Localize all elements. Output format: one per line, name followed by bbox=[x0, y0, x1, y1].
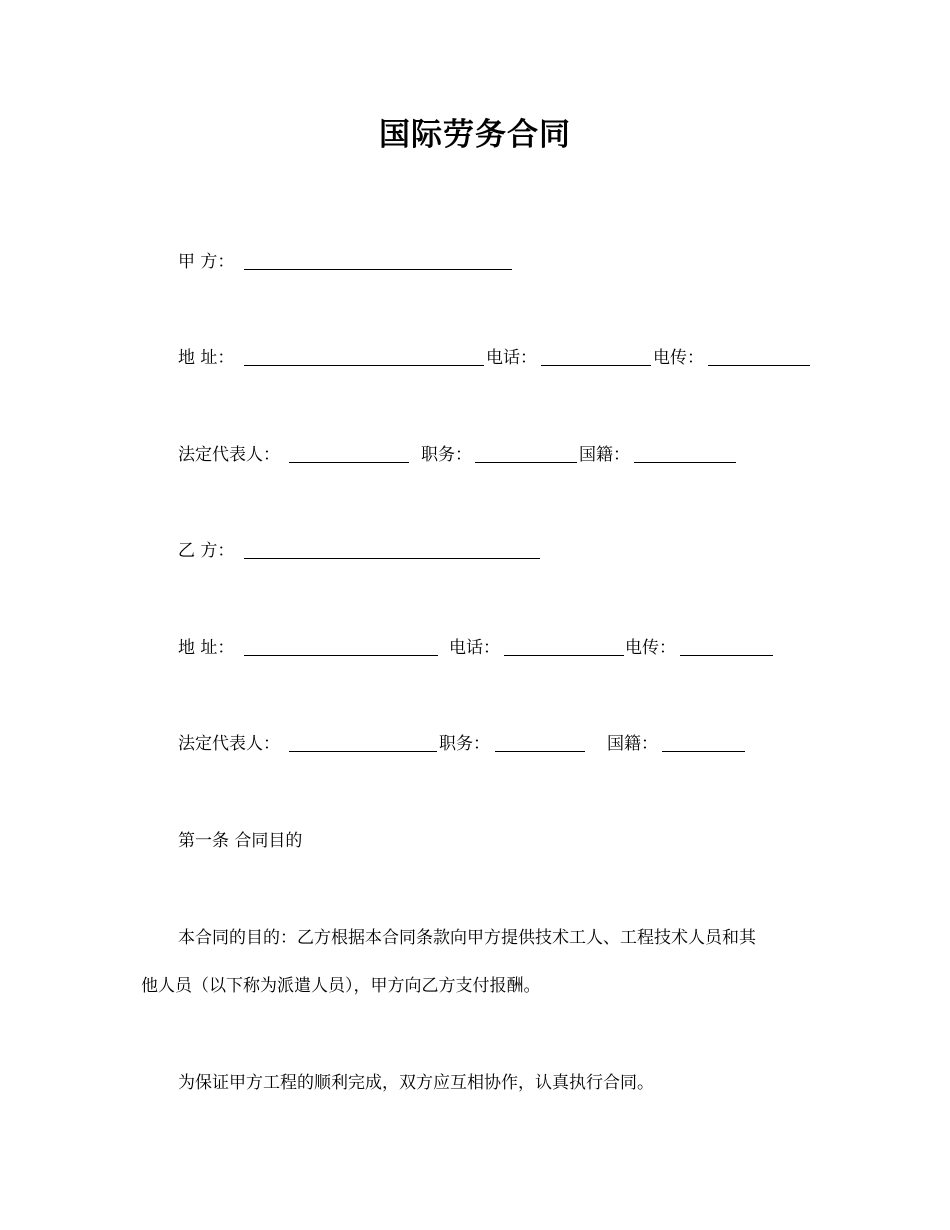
article-1-para-1-line-1: 本合同的目的：乙方根据本合同条款向甲方提供技术工人、工程技术人员和其 bbox=[178, 928, 756, 948]
party-a-nationality-label: 国籍： bbox=[579, 445, 630, 465]
party-b-name-label: 乙 方： bbox=[178, 541, 235, 561]
article-1-para-1-line-2: 他人员（以下称为派遣人员），甲方向乙方支付报酬。 bbox=[141, 976, 541, 996]
party-a-name-label: 甲 方： bbox=[178, 252, 235, 272]
document-title: 国际劳务合同 bbox=[379, 117, 571, 153]
party-a-name-blank bbox=[244, 250, 512, 270]
party-b-position-blank bbox=[495, 732, 585, 752]
party-b-fax-label: 电传： bbox=[625, 638, 676, 658]
party-a-address-blank bbox=[244, 346, 484, 366]
party-a-rep-label: 法定代表人： bbox=[178, 445, 280, 465]
party-b-rep-label: 法定代表人： bbox=[178, 734, 280, 754]
party-a-phone-blank bbox=[541, 346, 651, 366]
party-a-fax-label: 电传： bbox=[653, 348, 704, 368]
party-b-nationality-blank bbox=[662, 732, 745, 752]
party-b-position-label: 职务： bbox=[439, 734, 490, 754]
party-a-rep-blank bbox=[289, 443, 409, 463]
party-b-rep-blank bbox=[289, 732, 437, 752]
article-1-para-2: 为保证甲方工程的顺利完成，双方应互相协作，认真执行合同。 bbox=[178, 1073, 654, 1093]
party-a-nationality-blank bbox=[634, 443, 736, 463]
party-a-position-blank bbox=[475, 443, 577, 463]
article-1-heading: 第一条 合同目的 bbox=[178, 831, 303, 851]
party-b-address-label: 地 址： bbox=[178, 638, 235, 658]
party-b-phone-blank bbox=[504, 636, 624, 656]
party-b-name-blank bbox=[244, 539, 540, 559]
party-a-phone-label: 电话： bbox=[486, 348, 537, 368]
party-a-address-label: 地 址： bbox=[178, 348, 235, 368]
party-b-nationality-label: 国籍： bbox=[607, 734, 658, 754]
party-b-phone-label: 电话： bbox=[449, 638, 500, 658]
party-b-fax-blank bbox=[680, 636, 773, 656]
party-a-position-label: 职务： bbox=[421, 445, 472, 465]
party-b-address-blank bbox=[244, 636, 438, 656]
party-a-fax-blank bbox=[708, 346, 810, 366]
